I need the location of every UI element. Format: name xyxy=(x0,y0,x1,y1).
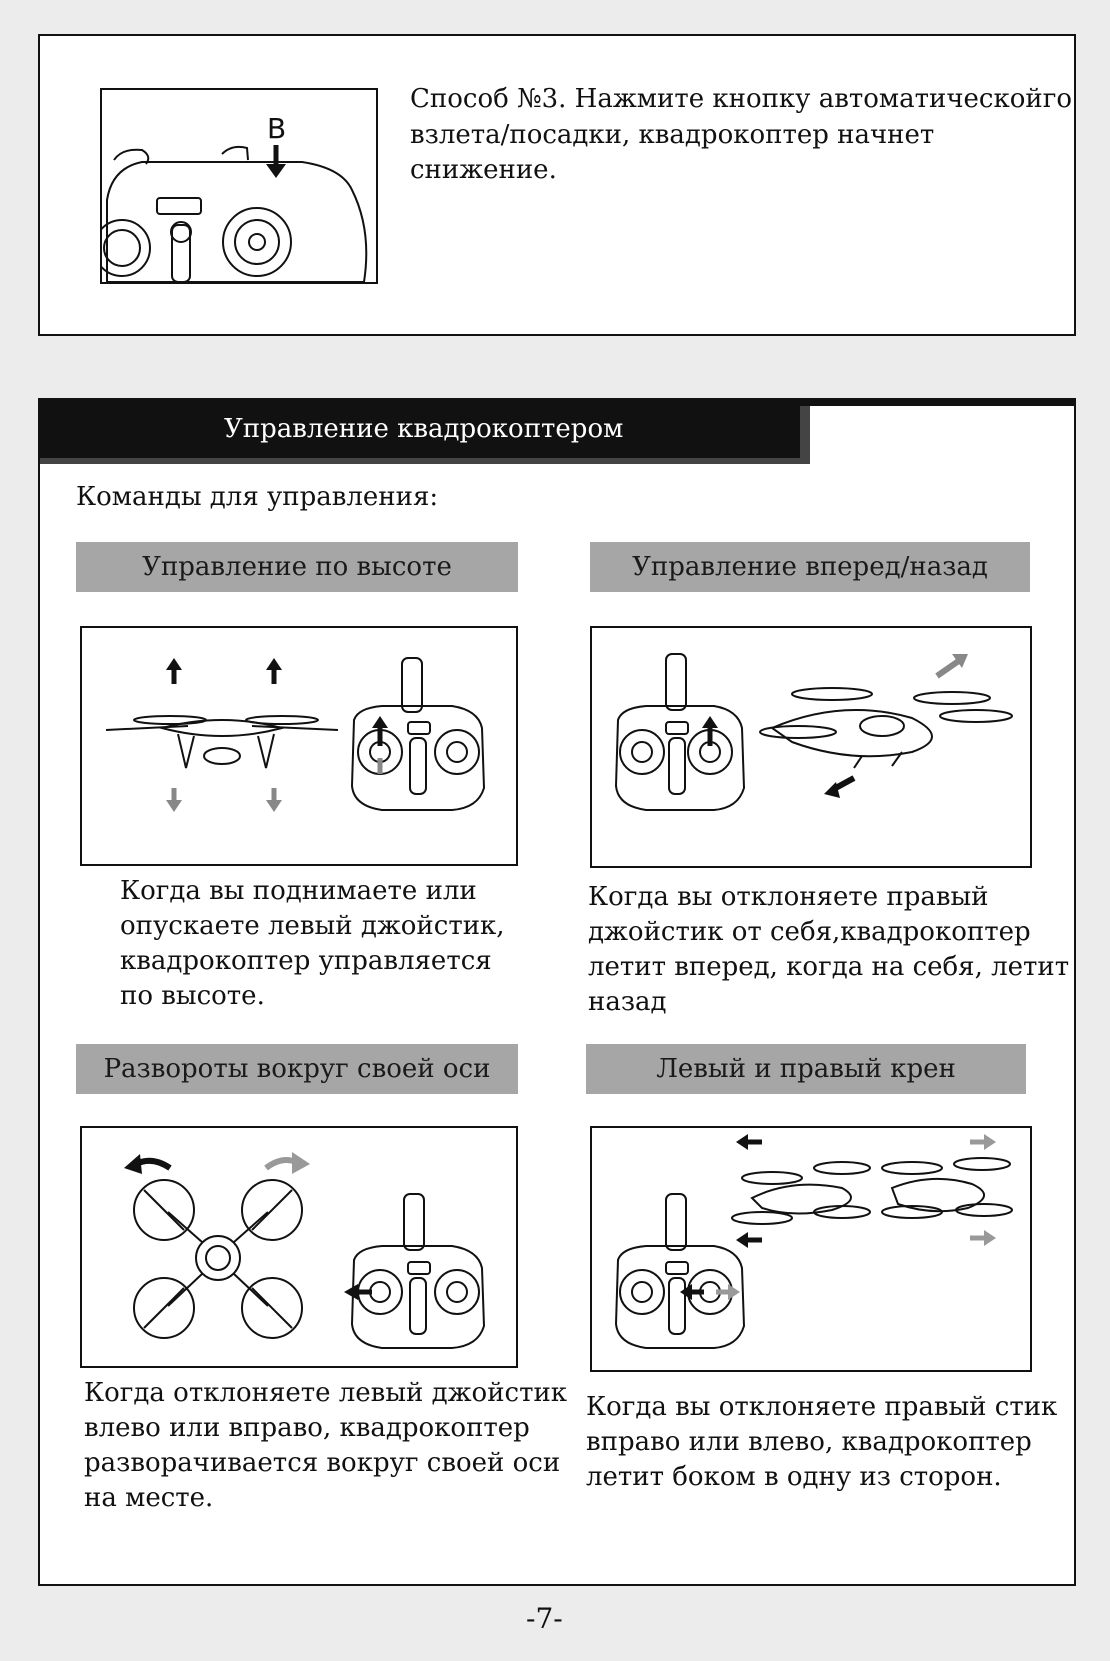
forward-line: летит вперед, когда на себя, летит xyxy=(588,952,1070,982)
altitude-text xyxy=(120,874,505,1014)
altitude-illustration xyxy=(80,626,518,866)
roll-illustration xyxy=(590,1126,1032,1372)
rotate-drawing xyxy=(82,1128,516,1366)
rotate-line: на месте. xyxy=(84,1483,214,1513)
rotate-title-bar xyxy=(76,1044,518,1094)
rotate-title: Развороты вокруг своей оси xyxy=(103,1054,491,1084)
label-b: B xyxy=(267,112,287,145)
section-title: Управление квадрокоптером xyxy=(224,414,624,444)
roll-title-bar xyxy=(586,1044,1026,1094)
rotate-line: Когда отклоняете левый джойстик xyxy=(84,1378,568,1408)
roll-line: Когда вы отклоняете правый стик xyxy=(586,1392,1058,1422)
forward-title: Управление вперед/назад xyxy=(632,552,988,582)
forward-illustration xyxy=(590,626,1032,868)
altitude-title-bar xyxy=(76,542,518,592)
forward-text xyxy=(588,880,1069,1020)
method3-box xyxy=(38,34,1076,336)
method3-line1: Способ №3. Нажмите кнопку автоматическойго xyxy=(410,84,1072,114)
remote-illustration xyxy=(100,88,378,284)
remote-drawing xyxy=(102,90,376,282)
commands-label: Команды для управления: xyxy=(76,482,439,512)
forward-line: назад xyxy=(588,987,667,1017)
forward-drawing xyxy=(592,628,1030,866)
altitude-line: по высоте. xyxy=(120,981,265,1011)
forward-title-bar xyxy=(590,542,1030,592)
rotate-illustration xyxy=(80,1126,518,1368)
method3-line2: взлета/посадки, квадрокоптер начнет снижение. xyxy=(410,120,935,185)
rotate-line: разворачивается вокруг своей оси xyxy=(84,1448,561,1478)
roll-drawing xyxy=(592,1128,1030,1370)
rotate-line: влево или вправо, квадрокоптер xyxy=(84,1413,530,1443)
roll-title: Левый и правый крен xyxy=(656,1054,956,1084)
altitude-title: Управление по высоте xyxy=(142,552,452,582)
roll-line: вправо или влево, квадрокоптер xyxy=(586,1427,1032,1457)
roll-text xyxy=(586,1390,1057,1495)
altitude-line: опускаете левый джойстик, xyxy=(120,911,505,941)
forward-line: Когда вы отклоняете правый xyxy=(588,882,989,912)
altitude-line: квадрокоптер управляется xyxy=(120,946,492,976)
altitude-drawing xyxy=(82,628,516,864)
altitude-line: Когда вы поднимаете или xyxy=(120,876,477,906)
rotate-text xyxy=(84,1376,567,1516)
roll-line: летит боком в одну из сторон. xyxy=(586,1462,1002,1492)
control-section xyxy=(38,398,1076,1586)
page-number: -7- xyxy=(526,1602,563,1635)
forward-line: джойстик от себя,квадрокоптер xyxy=(588,917,1031,947)
